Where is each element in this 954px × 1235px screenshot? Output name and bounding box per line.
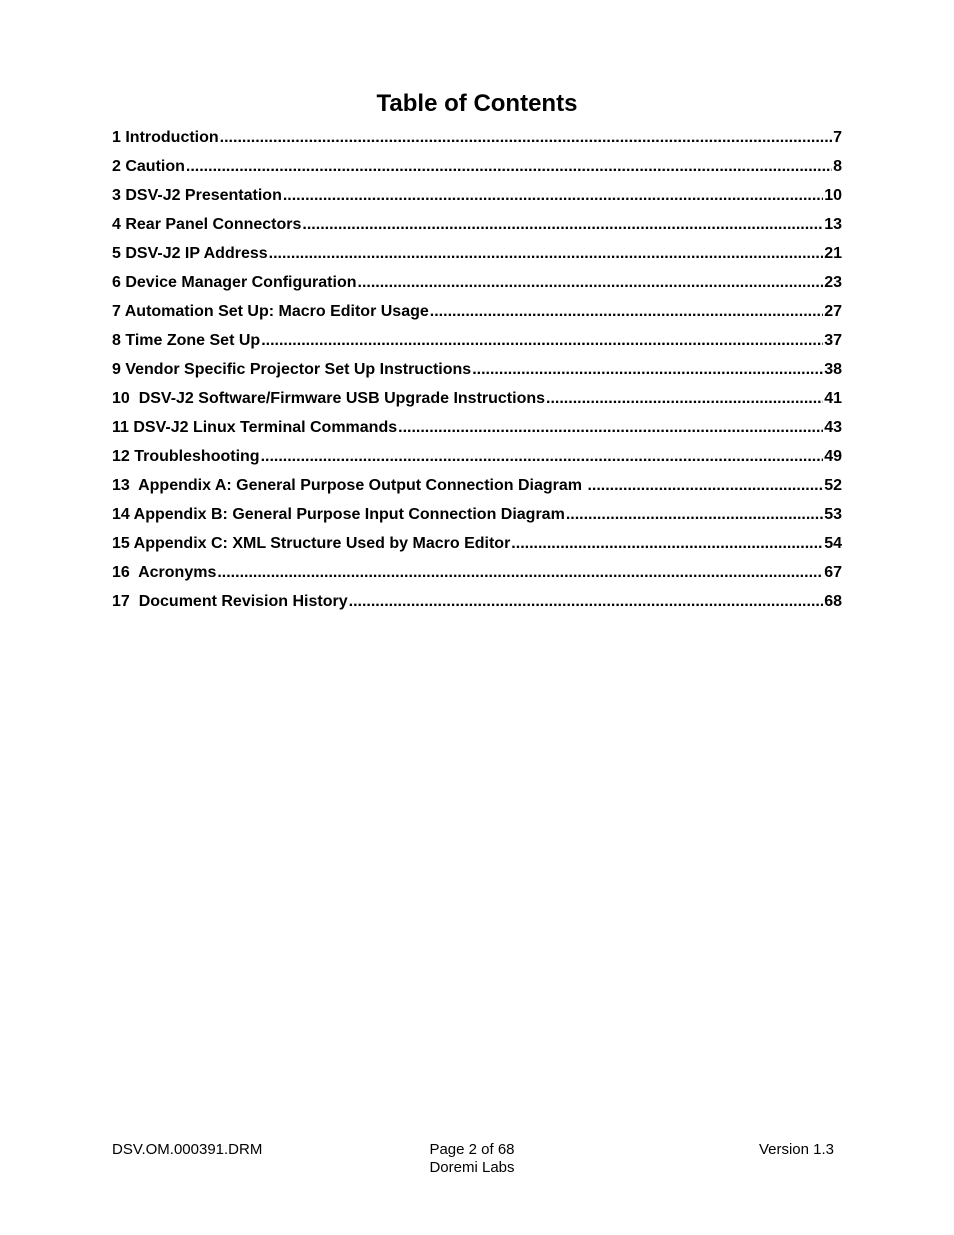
toc-entry-label: 9 Vendor Specific Projector Set Up Instructions [112,361,472,378]
dot-leader [358,272,824,294]
toc-entry-page: 43 [824,419,842,436]
dot-leader [269,243,824,265]
footer-doc-id: DSV.OM.000391.DRM [112,1141,263,1158]
toc-entry-page: 53 [824,506,842,523]
toc-entry-page: 10 [824,187,842,204]
toc-entry-page: 7 [833,129,842,146]
toc-entry-acronyms[interactable] [112,562,842,591]
toc-entry-label: 11 DSV-J2 Linux Terminal Commands [112,419,398,436]
dot-leader [302,214,823,236]
toc-entry-label: 10 DSV-J2 Software/Firmware USB Upgrade Instructions [112,390,546,407]
toc-entry-time-zone[interactable] [112,330,842,359]
toc-entry-caution[interactable] [112,156,842,185]
toc-entry-page: 23 [824,274,842,291]
dot-leader [349,591,824,613]
toc-entry-page: 38 [824,361,842,378]
toc-entry-ip-address[interactable] [112,243,842,272]
page-title: Table of Contents [376,90,578,117]
toc-entry-rear-panel-connectors[interactable] [112,214,842,243]
dot-leader [566,504,823,526]
toc-entry-label: 1 Introduction [112,129,219,146]
toc-entry-page: 54 [824,535,842,552]
dot-leader [261,330,823,352]
dot-leader [430,301,823,323]
dot-leader [472,359,823,381]
toc-entry-automation-setup[interactable] [112,301,842,330]
toc-entry-presentation[interactable] [112,185,842,214]
toc-entry-label: 7 Automation Set Up: Macro Editor Usage [112,303,429,320]
toc-entry-label: 3 DSV-J2 Presentation [112,187,282,204]
toc-entry-page: 13 [824,216,842,233]
toc-entry-page: 8 [833,158,842,175]
toc-entry-appendix-b[interactable] [112,504,842,533]
dot-leader [220,127,832,149]
footer-page-info: Page 2 of 68 [429,1141,515,1158]
toc-entry-label: 15 Appendix C: XML Structure Used by Macro Editor [112,535,511,552]
toc-entry-label: 16 Acronyms [112,564,217,581]
toc-entry-appendix-a[interactable] [112,475,842,504]
toc-entry-device-manager[interactable] [112,272,842,301]
toc-entry-label: 6 Device Manager Configuration [112,274,357,291]
table-of-contents [112,127,842,620]
toc-entry-page: 52 [824,477,842,494]
dot-leader [546,388,823,410]
toc-entry-label: 8 Time Zone Set Up [112,332,261,349]
toc-entry-label: 5 DSV-J2 IP Address [112,245,268,262]
toc-entry-page: 68 [824,593,842,610]
toc-entry-troubleshooting[interactable] [112,446,842,475]
toc-entry-label: 2 Caution [112,158,185,175]
dot-leader [398,417,823,439]
toc-entry-appendix-c[interactable] [112,533,842,562]
footer-version: Version 1.3 [758,1141,834,1158]
toc-entry-label: 12 Troubleshooting [112,448,260,465]
toc-entry-page: 41 [824,390,842,407]
toc-entry-introduction[interactable] [112,127,842,156]
toc-entry-page: 27 [824,303,842,320]
toc-entry-usb-upgrade[interactable] [112,388,842,417]
toc-entry-revision-history[interactable] [112,591,842,620]
toc-entry-label: 14 Appendix B: General Purpose Input Connection Diagram [112,506,565,523]
dot-leader [283,185,823,207]
dot-leader [217,562,823,584]
toc-entry-label: 4 Rear Panel Connectors [112,216,302,233]
dot-leader [186,156,832,178]
toc-entry-page: 37 [824,332,842,349]
toc-entry-page: 21 [824,245,842,262]
toc-entry-page: 49 [824,448,842,465]
toc-entry-page: 67 [824,564,842,581]
toc-entry-projector-setup[interactable] [112,359,842,388]
toc-entry-label: 17 Document Revision History [112,593,348,610]
dot-leader [261,446,824,468]
toc-entry-linux-commands[interactable] [112,417,842,446]
footer-company: Doremi Labs [429,1159,515,1176]
toc-entry-label: 13 Appendix A: General Purpose Output Connection Diagram [112,477,587,494]
dot-leader [587,475,823,497]
dot-leader [511,533,823,555]
